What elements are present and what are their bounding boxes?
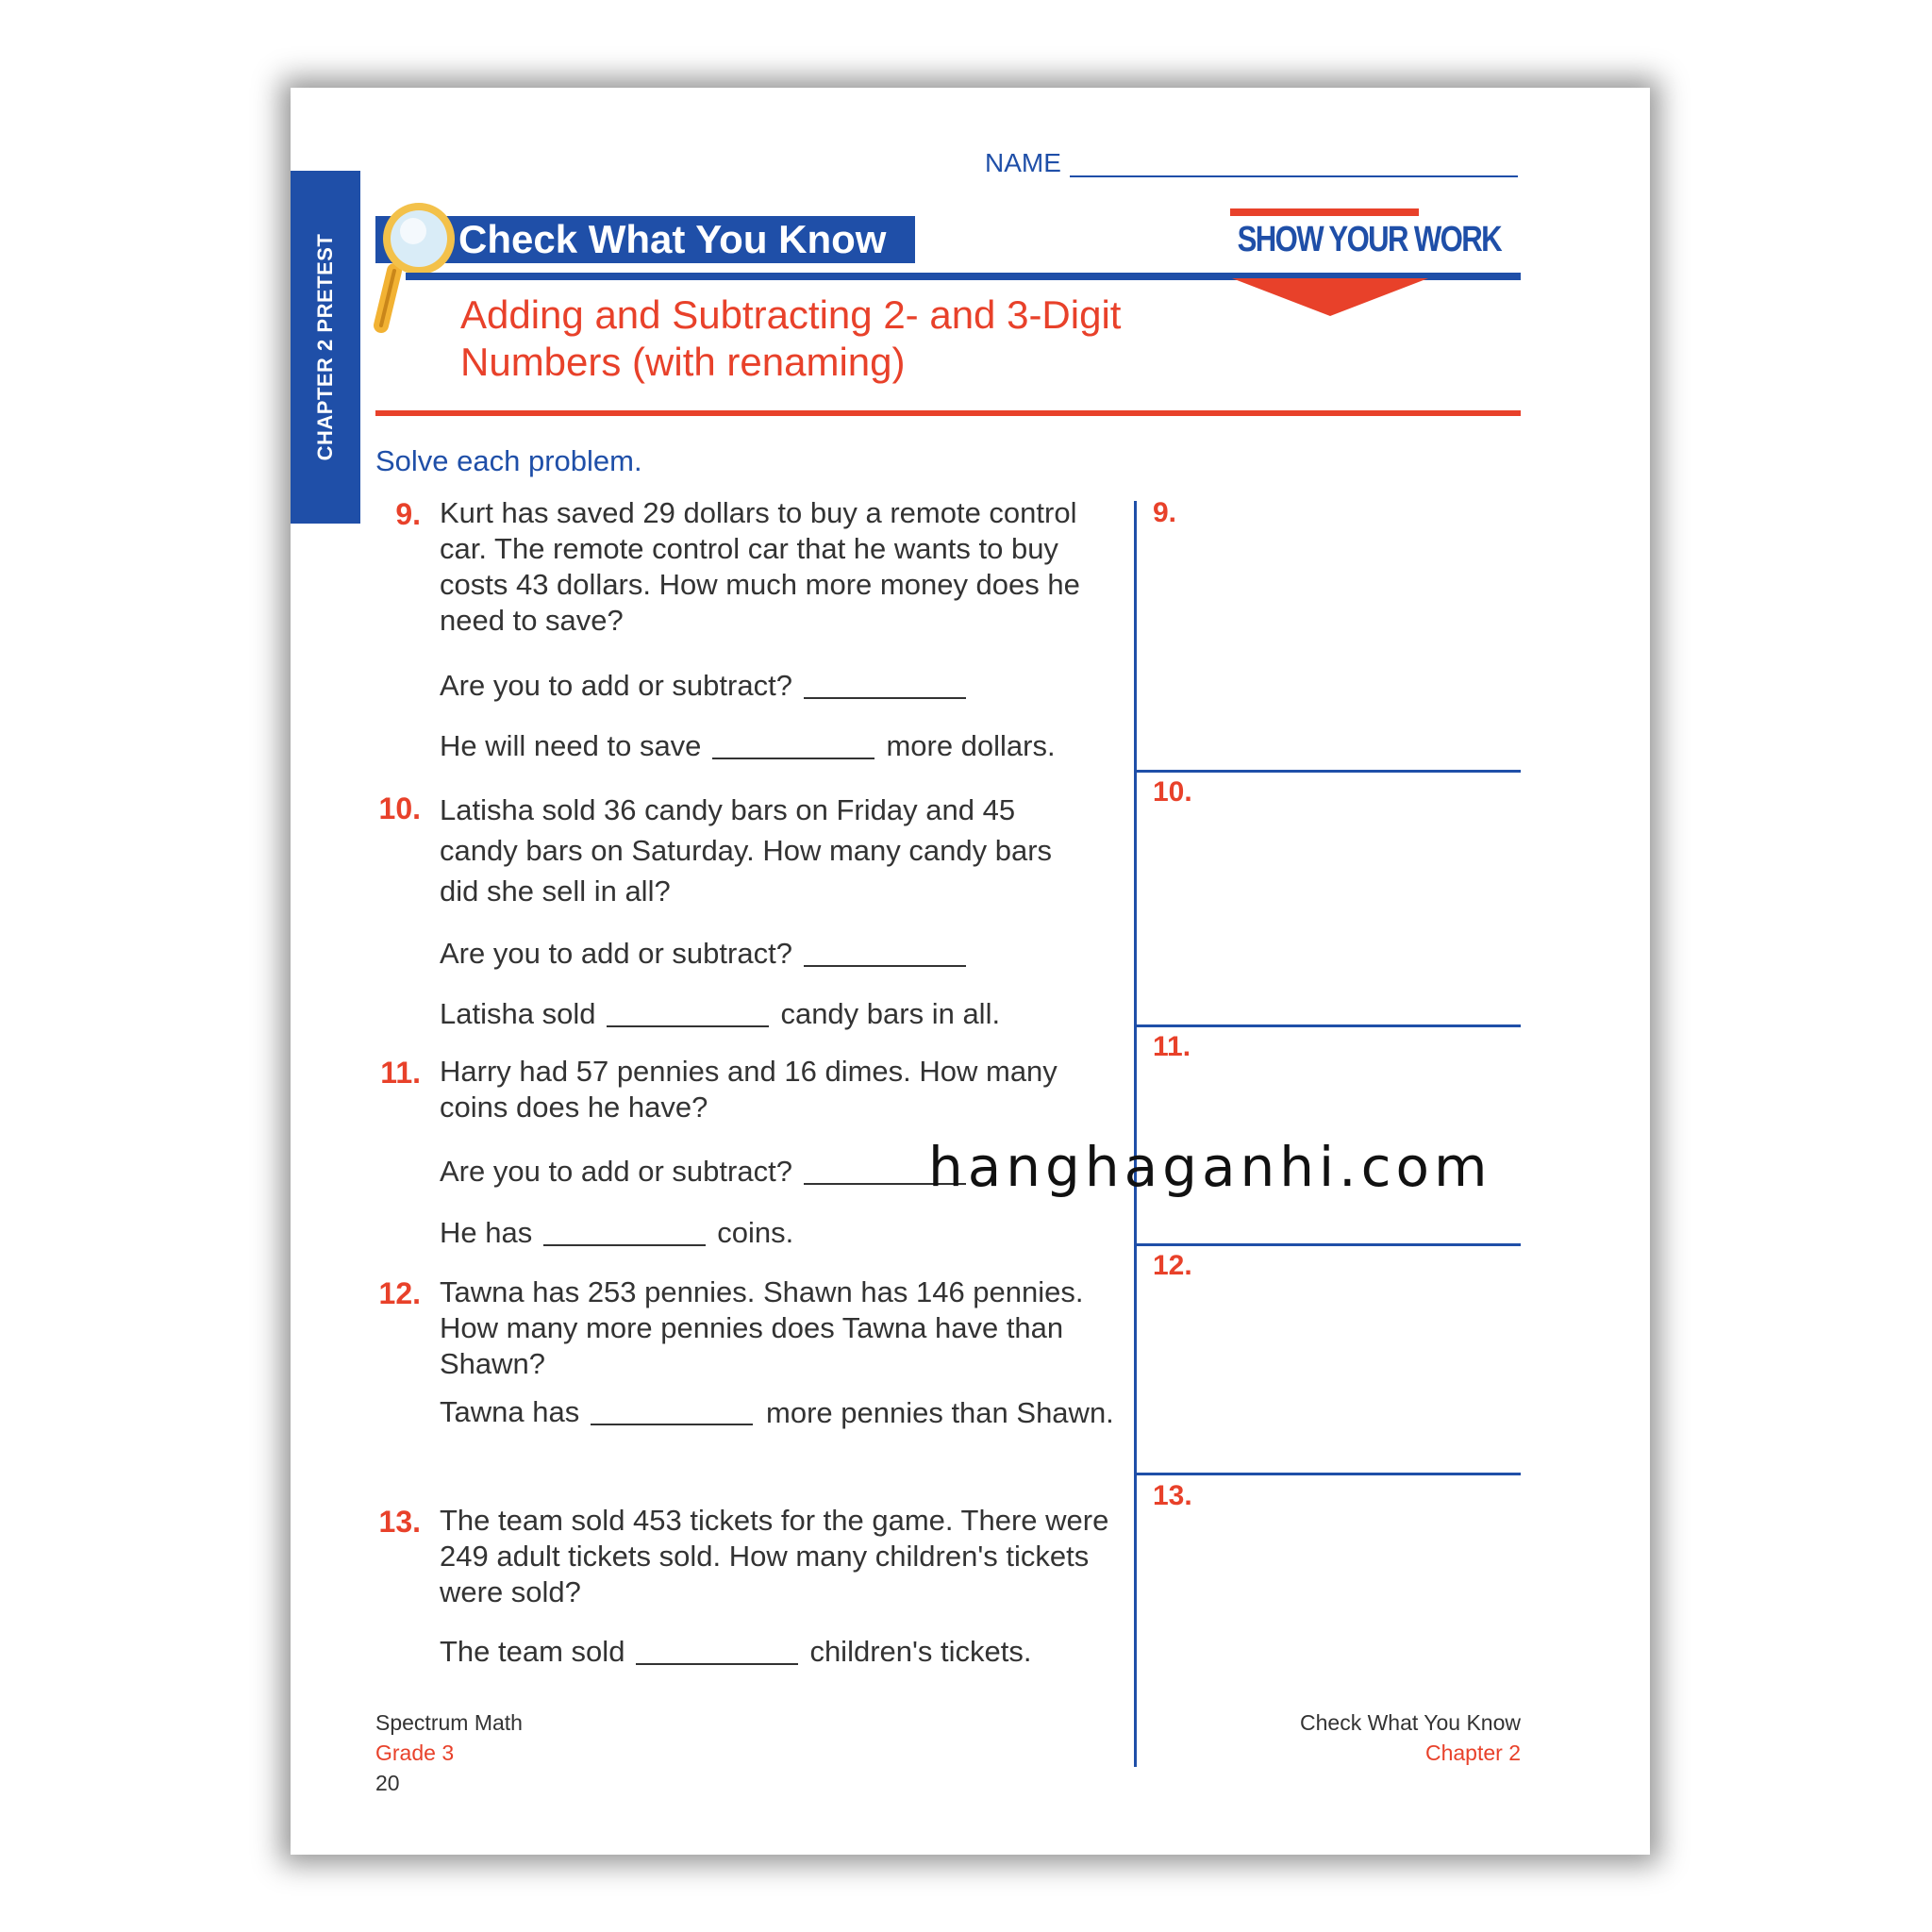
problem-text: The team sold 453 tickets for the game. There were 249 adult tickets sold. How many children's tickets were sold? — [440, 1504, 1109, 1608]
problem-number: 12. — [378, 1276, 421, 1310]
magnifying-glass-icon — [370, 197, 464, 339]
worksheet-page — [291, 88, 1650, 1855]
work-area-label-10: 10. — [1153, 776, 1192, 808]
work-area-label-9: 9. — [1153, 497, 1177, 528]
problem-number: 9. — [395, 497, 421, 531]
footer-chapter: Chapter 2 — [1424, 1740, 1521, 1765]
answer-text-after: more dollars. — [886, 729, 1056, 762]
show-your-work-label: SHOW YOUR WORK — [1237, 220, 1502, 259]
name-line[interactable] — [1070, 175, 1518, 177]
badge-top-rule — [1230, 208, 1419, 216]
problem-question-row — [440, 937, 977, 971]
work-area-rule — [1134, 1024, 1521, 1027]
problem-answer-row — [440, 1216, 793, 1250]
answer-text-after: candy bars in all. — [780, 997, 1001, 1030]
page-title: Check What You Know — [458, 217, 887, 261]
problem-question-row — [440, 669, 977, 703]
header-red-rule — [375, 410, 1521, 416]
answer-text-after: more pennies than Shawn. — [766, 1396, 1114, 1429]
subtitle-line-2: Numbers (with renaming) — [460, 340, 906, 384]
footer-section: Check What You Know — [1300, 1710, 1521, 1735]
side-tab-label: CHAPTER 2 PRETEST — [313, 233, 337, 461]
work-area-rule — [1134, 1243, 1521, 1246]
problem-number: 13. — [378, 1505, 421, 1539]
question-text: Are you to add or subtract? — [440, 1155, 792, 1188]
problem-text: Tawna has 253 pennies. Shawn has 146 pennies. How many more pennies does Tawna have than Shawn? — [440, 1275, 1084, 1380]
answer-blank[interactable] — [804, 697, 966, 699]
question-text: Are you to add or subtract? — [440, 937, 792, 970]
subtitle-line-1: Adding and Subtracting 2- and 3-Digit — [460, 292, 1122, 337]
answer-text-after: children's tickets. — [809, 1635, 1032, 1668]
question-text: Are you to add or subtract? — [440, 669, 792, 702]
answer-blank[interactable] — [543, 1244, 706, 1246]
instruction-text: Solve each problem. — [375, 444, 642, 477]
name-label: NAME — [985, 148, 1061, 177]
answer-blank[interactable] — [804, 965, 966, 967]
problem-text: Harry had 57 pennies and 16 dimes. How many coins does he have? — [440, 1055, 1058, 1124]
footer-grade: Grade 3 — [375, 1740, 455, 1765]
answer-text-before: He has — [440, 1216, 533, 1249]
work-area-rule — [1134, 1473, 1521, 1475]
work-area-rule — [1134, 770, 1521, 773]
page-number: 20 — [375, 1771, 400, 1795]
arrow-down-icon — [1217, 278, 1443, 320]
show-your-work-badge — [1217, 208, 1502, 320]
problem-answer-row — [440, 997, 1000, 1031]
answer-text-before: The team sold — [440, 1635, 625, 1668]
problem-answer-row — [440, 1395, 764, 1429]
problem-number: 10. — [378, 791, 421, 825]
answer-text-before: Tawna has — [440, 1395, 580, 1428]
footer-series: Spectrum Math — [375, 1710, 523, 1735]
site-watermark: hanghaganhi.com — [928, 1135, 1492, 1199]
work-area-label-12: 12. — [1153, 1250, 1192, 1281]
problem-answer-row — [440, 729, 1056, 763]
problem-question-row — [440, 1155, 977, 1189]
answer-blank[interactable] — [636, 1663, 798, 1665]
answer-text-before: He will need to save — [440, 729, 702, 762]
work-area-label-11: 11. — [1153, 1031, 1191, 1062]
page-subtitle — [460, 291, 1121, 386]
answer-blank[interactable] — [607, 1025, 769, 1027]
problem-text: Latisha sold 36 candy bars on Friday and 45 candy bars on Saturday. How many candy bars did she sell in all? — [440, 793, 1053, 908]
answer-text-after: coins. — [717, 1216, 794, 1249]
work-area-divider — [1134, 501, 1137, 1767]
answer-blank[interactable] — [712, 758, 874, 759]
problem-answer-row — [440, 1635, 1032, 1669]
chapter-side-tab — [291, 171, 360, 524]
answer-blank[interactable] — [591, 1424, 753, 1425]
answer-text-before: Latisha sold — [440, 997, 596, 1030]
problem-number: 11. — [380, 1056, 421, 1090]
work-area-label-13: 13. — [1153, 1480, 1192, 1511]
problem-text: Kurt has saved 29 dollars to buy a remote control car. The remote control car that he wants to buy costs 43 dollars. How much more money does he need to save? — [440, 496, 1080, 637]
